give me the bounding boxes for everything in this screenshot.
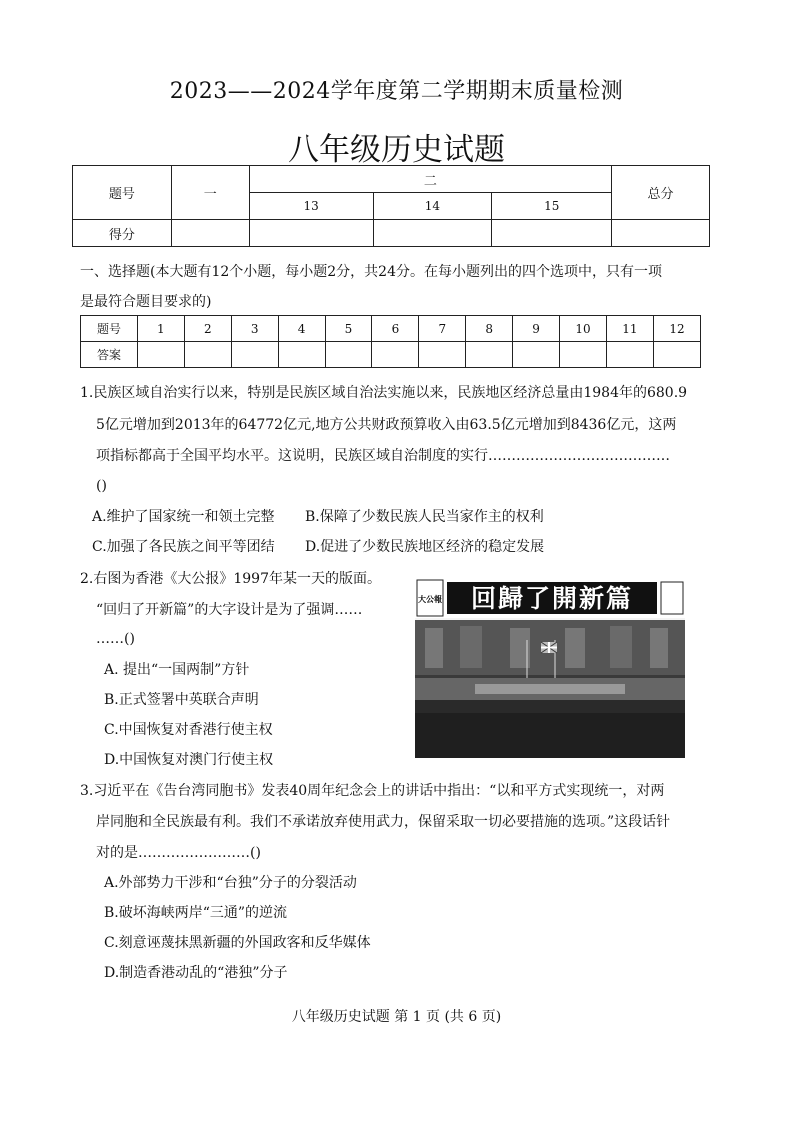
score-table-part-one: 一 <box>171 166 249 220</box>
q1-option-a[interactable]: A.维护了国家统一和领土完整 <box>92 509 275 525</box>
answer-cell[interactable] <box>184 342 231 368</box>
answer-cell[interactable] <box>137 342 184 368</box>
q1-option-b[interactable]: B.保障了少数民族人民当家作主的权利 <box>305 509 544 525</box>
newspaper-headline: 回歸了開新篇 <box>470 584 634 613</box>
answer-table-number: 9 <box>513 316 560 342</box>
q2-option-a[interactable]: A. 提出“一国两制”方针 <box>104 662 250 678</box>
q2-answer-blank: ……() <box>96 631 135 647</box>
score-cell-part-one[interactable] <box>171 220 249 247</box>
answer-cell[interactable] <box>325 342 372 368</box>
q1-stem: 1.民族区域自治实行以来，特别是民族区域自治法实施以来，民族地区经济总量由1984年的680.9 <box>80 385 688 401</box>
answer-table-number: 1 <box>137 316 184 342</box>
answer-cell[interactable] <box>231 342 278 368</box>
answer-table-number: 12 <box>653 316 700 342</box>
answer-table-number: 7 <box>419 316 466 342</box>
answer-table-number: 8 <box>466 316 513 342</box>
answer-cell[interactable] <box>278 342 325 368</box>
section-one-instructions-cont: 是最符合题目要求的) <box>80 294 212 310</box>
q1-stem: 5亿元增加到2013年的64772亿元,地方公共财政预算收入由63.5亿元增加到8436亿元，这两 <box>96 417 677 433</box>
score-table-col-13: 13 <box>249 193 373 220</box>
score-table-question-label: 题号 <box>73 166 172 220</box>
q1-option-c[interactable]: C.加强了各民族之间平等团结 <box>92 539 275 555</box>
q2-option-c[interactable]: C.中国恢复对香港行使主权 <box>104 722 273 738</box>
score-cell-14[interactable] <box>373 220 492 247</box>
q3-option-c[interactable]: C.刻意诬蔑抹黑新疆的外国政客和反华媒体 <box>104 935 371 951</box>
q2-stem: “回归了开新篇”的大字设计是为了强调…… <box>96 602 363 618</box>
answer-table-answer-label: 答案 <box>81 342 138 368</box>
score-cell-13[interactable] <box>249 220 373 247</box>
score-table-part-two: 二 <box>249 166 611 193</box>
q3-answer-blank: 对的是……………………() <box>96 845 261 861</box>
answer-table-number: 5 <box>325 316 372 342</box>
answer-cell[interactable] <box>419 342 466 368</box>
answer-cell[interactable] <box>560 342 607 368</box>
newspaper-masthead: 大公報 <box>418 595 442 604</box>
score-table-score-label: 得分 <box>73 220 172 247</box>
score-table <box>72 165 710 247</box>
q3-option-b[interactable]: B.破坏海峡两岸“三通”的逆流 <box>104 905 288 921</box>
score-table-col-15: 15 <box>492 193 612 220</box>
score-cell-total[interactable] <box>612 220 710 247</box>
score-cell-15[interactable] <box>492 220 612 247</box>
answer-table-number: 6 <box>372 316 419 342</box>
exam-title: 2023——2024学年度第二学期期末质量检测 <box>169 79 624 104</box>
answer-table <box>80 315 701 368</box>
q1-answer-blank: () <box>96 478 107 494</box>
q2-option-d[interactable]: D.中国恢复对澳门行使主权 <box>104 752 274 768</box>
q3-stem: 3.习近平在《告台湾同胞书》发表40周年纪念会上的讲话中指出：“以和平方式实现统一，对两 <box>80 783 665 799</box>
q3-option-a[interactable]: A.外部势力干涉和“台独”分子的分裂活动 <box>104 875 357 891</box>
q2-stem: 2.右图为香港《大公报》1997年某一天的版面。 <box>80 571 381 587</box>
answer-cell[interactable] <box>653 342 700 368</box>
answer-table-number: 3 <box>231 316 278 342</box>
answer-cell[interactable] <box>606 342 653 368</box>
newspaper-photo <box>415 578 685 758</box>
q1-stem: 项指标都高于全国平均水平。这说明，民族区域自治制度的实行………………………………… <box>96 448 670 464</box>
answer-cell[interactable] <box>466 342 513 368</box>
answer-table-number: 10 <box>560 316 607 342</box>
section-one-instructions: 一、选择题(本大题有12个小题，每小题2分，共24分。在每小题列出的四个选项中，只有一项 <box>80 264 662 280</box>
score-table-total-label: 总分 <box>612 166 710 220</box>
subject-title: 八年级历史试题 <box>288 132 505 168</box>
answer-table-question-label: 题号 <box>81 316 138 342</box>
answer-table-number: 4 <box>278 316 325 342</box>
q2-option-b[interactable]: B.正式签署中英联合声明 <box>104 692 259 708</box>
answer-table-number: 11 <box>606 316 653 342</box>
q3-option-d[interactable]: D.制造香港动乱的“港独”分子 <box>104 965 288 981</box>
answer-table-number: 2 <box>184 316 231 342</box>
q1-option-d[interactable]: D.促进了少数民族地区经济的稳定发展 <box>305 539 545 555</box>
score-table-col-14: 14 <box>373 193 492 220</box>
q3-stem: 岸同胞和全民族最有利。我们不承诺放弃使用武力，保留采取一切必要措施的选项。”这段话针 <box>96 814 671 830</box>
page-footer: 八年级历史试题 第 1 页 (共 6 页) <box>291 1009 502 1025</box>
answer-cell[interactable] <box>513 342 560 368</box>
answer-cell[interactable] <box>372 342 419 368</box>
